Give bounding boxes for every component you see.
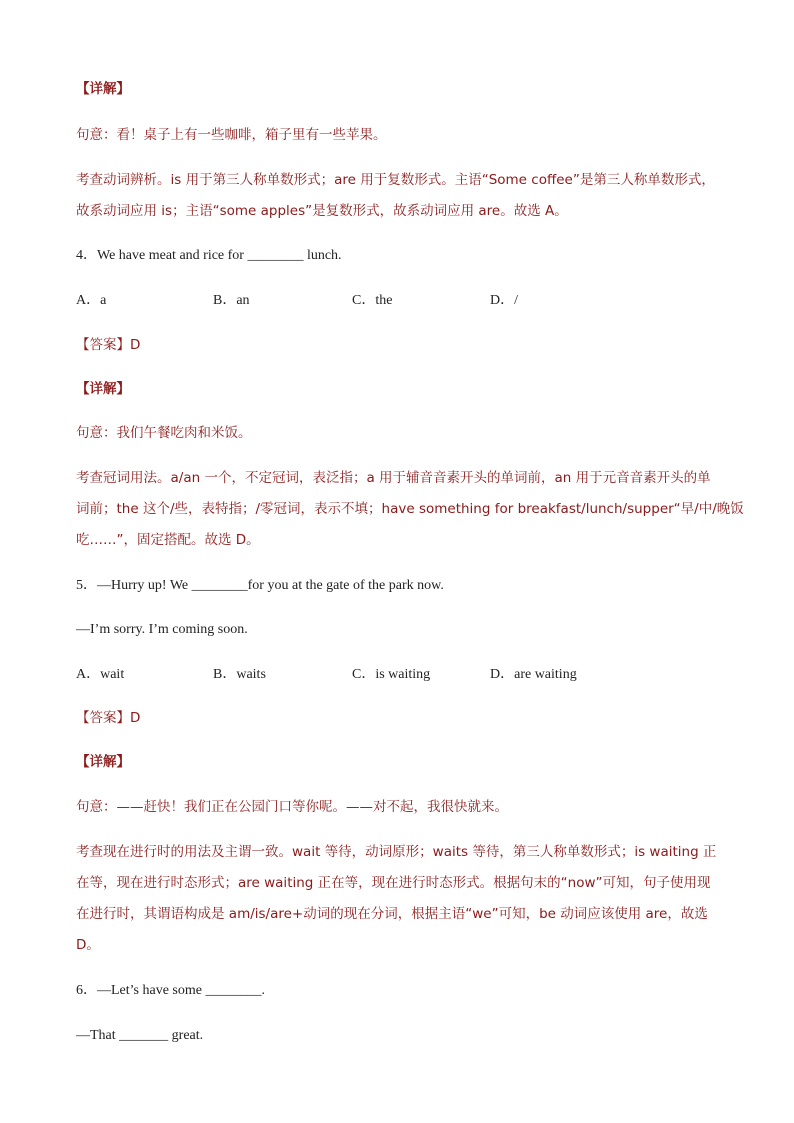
q4-stem: 4．We have meat and rice for ________ lunch.: [76, 248, 342, 263]
q5-meaning: 句意：——赶快！我们正在公园门口等你呢。——对不起，我很快就来。: [76, 799, 508, 815]
q4-answer: 【答案】D: [76, 337, 141, 353]
q3-meaning: 句意：看！桌子上有一些咖啡，箱子里有一些苹果。: [76, 127, 387, 143]
q4-option-d: D．/: [490, 293, 518, 308]
q6-stem: 6．—Let’s have some ________.: [76, 983, 265, 998]
q3-analysis-line-1: 考查动词辨析。is 用于第三人称单数形式；are 用于复数形式。主语“Some coffee”是第三人称单数形式，: [76, 172, 715, 188]
q6-reply: —That _______ great.: [76, 1028, 204, 1043]
q5-answer: 【答案】D: [76, 710, 141, 726]
q5-option-b: B．waits: [213, 667, 266, 682]
q4-analysis-line-1: 考查冠词用法。a/an 一个，不定冠词，表泛指；a 用于辅音音素开头的单词前，an 用于元音音素开头的单: [76, 470, 711, 486]
q5-analysis-line-2: 在等，现在进行时态形式；are waiting 正在等，现在进行时态形式。根据句末的“now”可知，句子使用现: [76, 875, 711, 891]
q4-analysis-line-3: 吃……”，固定搭配。故选 D。: [76, 532, 260, 548]
q4-analysis-line-2: 词前；the 这个/些，表特指；/零冠词，表示不填；have something for breakfast/lunch/supper“早/中/晚饭: [76, 501, 744, 517]
detail-heading: 【详解】: [76, 754, 130, 770]
q5-analysis-line-3: 在进行时，其谓语构成是 am/is/are+动词的现在分词，根据主语“we”可知，be 动词应该使用 are，故选: [76, 906, 708, 922]
q4-option-a: A．a: [76, 293, 107, 308]
q5-analysis-line-4: D。: [76, 937, 100, 953]
detail-heading: 【详解】: [76, 381, 130, 397]
q5-option-c: C．is waiting: [352, 667, 431, 682]
q5-stem: 5．—Hurry up! We ________for you at the gate of the park now.: [76, 578, 444, 593]
q5-option-d: D．are waiting: [490, 667, 577, 682]
q3-analysis-line-2: 故系动词应用 is；主语“some apples”是复数形式，故系动词应用 are。故选 A。: [76, 203, 568, 219]
q5-analysis-line-1: 考查现在进行时的用法及主谓一致。wait 等待，动词原形；waits 等待，第三人称单数形式；is waiting 正: [76, 844, 717, 860]
q5-option-a: A．wait: [76, 667, 125, 682]
q4-meaning: 句意：我们午餐吃肉和米饭。: [76, 425, 252, 441]
q5-reply: —I’m sorry. I’m coming soon.: [76, 622, 248, 637]
q4-option-c: C．the: [352, 293, 393, 308]
q4-option-b: B．an: [213, 293, 250, 308]
detail-heading: 【详解】: [76, 81, 130, 97]
